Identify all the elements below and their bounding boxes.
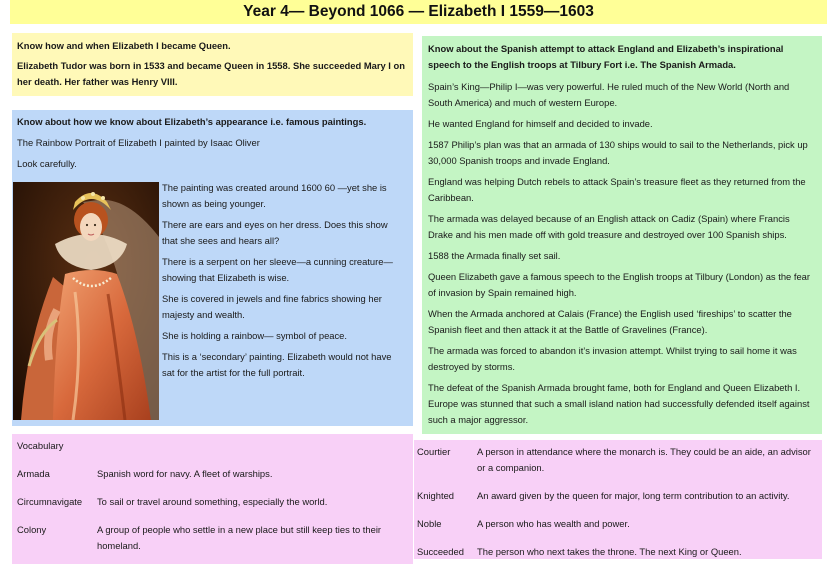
armada-paragraph: England was helping Dutch rebels to attack Spain’s treasure fleet as they returned from the Caribbean. <box>428 176 806 203</box>
portrait-fact: This is a ‘secondary’ painting. Elizabeth would not have sat for the artist for the full portrait. <box>162 351 392 378</box>
glossary-definition: A person in attendance where the monarch is. They could be an aide, an advisor or a companion. <box>477 446 811 473</box>
glossary-row <box>417 444 818 476</box>
glossary-term: Courtier <box>417 446 451 457</box>
portrait-fact: There are ears and eyes on her dress. Does this show that she sees and hears all? <box>162 219 388 246</box>
queen-text: Elizabeth Tudor was born in 1533 and became Queen in 1558. She succeeded Mary I on her death. Her father was Henry VIII. <box>17 60 405 87</box>
vocabulary-box <box>12 434 413 564</box>
vocabulary-row <box>17 466 408 482</box>
glossary-term: Succeeded <box>417 546 464 557</box>
vocab-term: Circumnavigate <box>17 496 83 507</box>
armada-paragraph: Spain’s King—Philip I—was very powerful. He ruled much of the New World (North and South America) and much of western Europe. <box>428 81 790 108</box>
armada-paragraph: The armada was forced to abandon it’s invasion attempt. Whilst trying to sail home it was destroyed by storms. <box>428 345 797 372</box>
portrait-box <box>12 110 413 426</box>
armada-paragraph: 1588 the Armada finally set sail. <box>428 250 561 261</box>
vocabulary-row <box>17 494 408 510</box>
armada-paragraph: Queen Elizabeth gave a famous speech to the English troops at Tilbury (London) as the fear of invasion by Spain remained high. <box>428 271 811 298</box>
glossary-term: Knighted <box>417 490 455 501</box>
armada-heading: Know about the Spanish attempt to attack England and Elizabeth’s inspirational speech to the English troops at Tilbury Fort i.e. The Spanish Armada. <box>428 43 784 70</box>
portrait-fact: The painting was created around 1600 60 —yet she is shown as being younger. <box>162 182 387 209</box>
armada-paragraph: He wanted England for himself and decided to invade. <box>428 118 653 129</box>
portrait-fact: She is holding a rainbow— symbol of peace. <box>162 330 348 341</box>
armada-paragraph: 1587 Philip’s plan was that an armada of 130 ships would to sail to the Netherlands, pick up 30,000 Spanish troops and invade England. <box>428 139 808 166</box>
glossary-definition: An award given by the queen for major, long term contribution to an activity. <box>477 490 790 501</box>
portrait-facts <box>162 180 404 386</box>
rainbow-portrait-image <box>13 182 159 420</box>
vocabulary-heading: Vocabulary <box>17 440 64 451</box>
queen-box <box>12 33 413 96</box>
glossary-row <box>417 516 818 532</box>
page-title: Year 4— Beyond 1066 — Elizabeth I 1559—1603 <box>10 0 827 24</box>
portrait-fact: There is a serpent on her sleeve—a cunning creature—showing that Elizabeth is wise. <box>162 256 393 283</box>
glossary-box <box>414 440 822 559</box>
armada-paragraph: When the Armada anchored at Calais (France) the English used ‘fireships’ to scatter the Spanish fleet and then attack it at the Battle of Gravelines (France). <box>428 308 792 335</box>
vocab-definition: A group of people who settle in a new place but still keep ties to their homeland. <box>97 524 382 551</box>
armada-box <box>422 36 822 434</box>
portrait-fact: She is covered in jewels and fine fabrics showing her majesty and wealth. <box>162 293 382 320</box>
glossary-row <box>417 544 818 560</box>
vocab-term: Armada <box>17 468 50 479</box>
portrait-instruction: Look carefully. <box>17 158 77 169</box>
vocab-term: Colony <box>17 524 47 535</box>
glossary-term: Noble <box>417 518 442 529</box>
glossary-definition: A person who has wealth and power. <box>477 518 630 529</box>
vocab-definition: To sail or travel around something, especially the world. <box>97 496 328 507</box>
queen-heading: Know how and when Elizabeth I became Queen. <box>17 40 231 51</box>
vocab-definition: Spanish word for navy. A fleet of warships. <box>97 468 273 479</box>
portrait-subtitle: The Rainbow Portrait of Elizabeth I painted by Isaac Oliver <box>17 137 260 148</box>
glossary-definition: The person who next takes the throne. The next King or Queen. <box>477 546 742 557</box>
glossary-row <box>417 488 818 504</box>
armada-paragraph: The defeat of the Spanish Armada brought fame, both for England and Queen Elizabeth I. Europe was stunned that such a small island nation had successfully defended itself against such a major aggressor. <box>428 382 810 425</box>
portrait-heading: Know about how we know about Elizabeth’s appearance i.e. famous paintings. <box>17 116 367 127</box>
vocabulary-row <box>17 522 408 554</box>
armada-paragraph: The armada was delayed because of an English attack on Cadiz (Spain) where Francis Drake and his men made off with gold treasure and destroyed over 100 Spanish ships. <box>428 213 790 240</box>
